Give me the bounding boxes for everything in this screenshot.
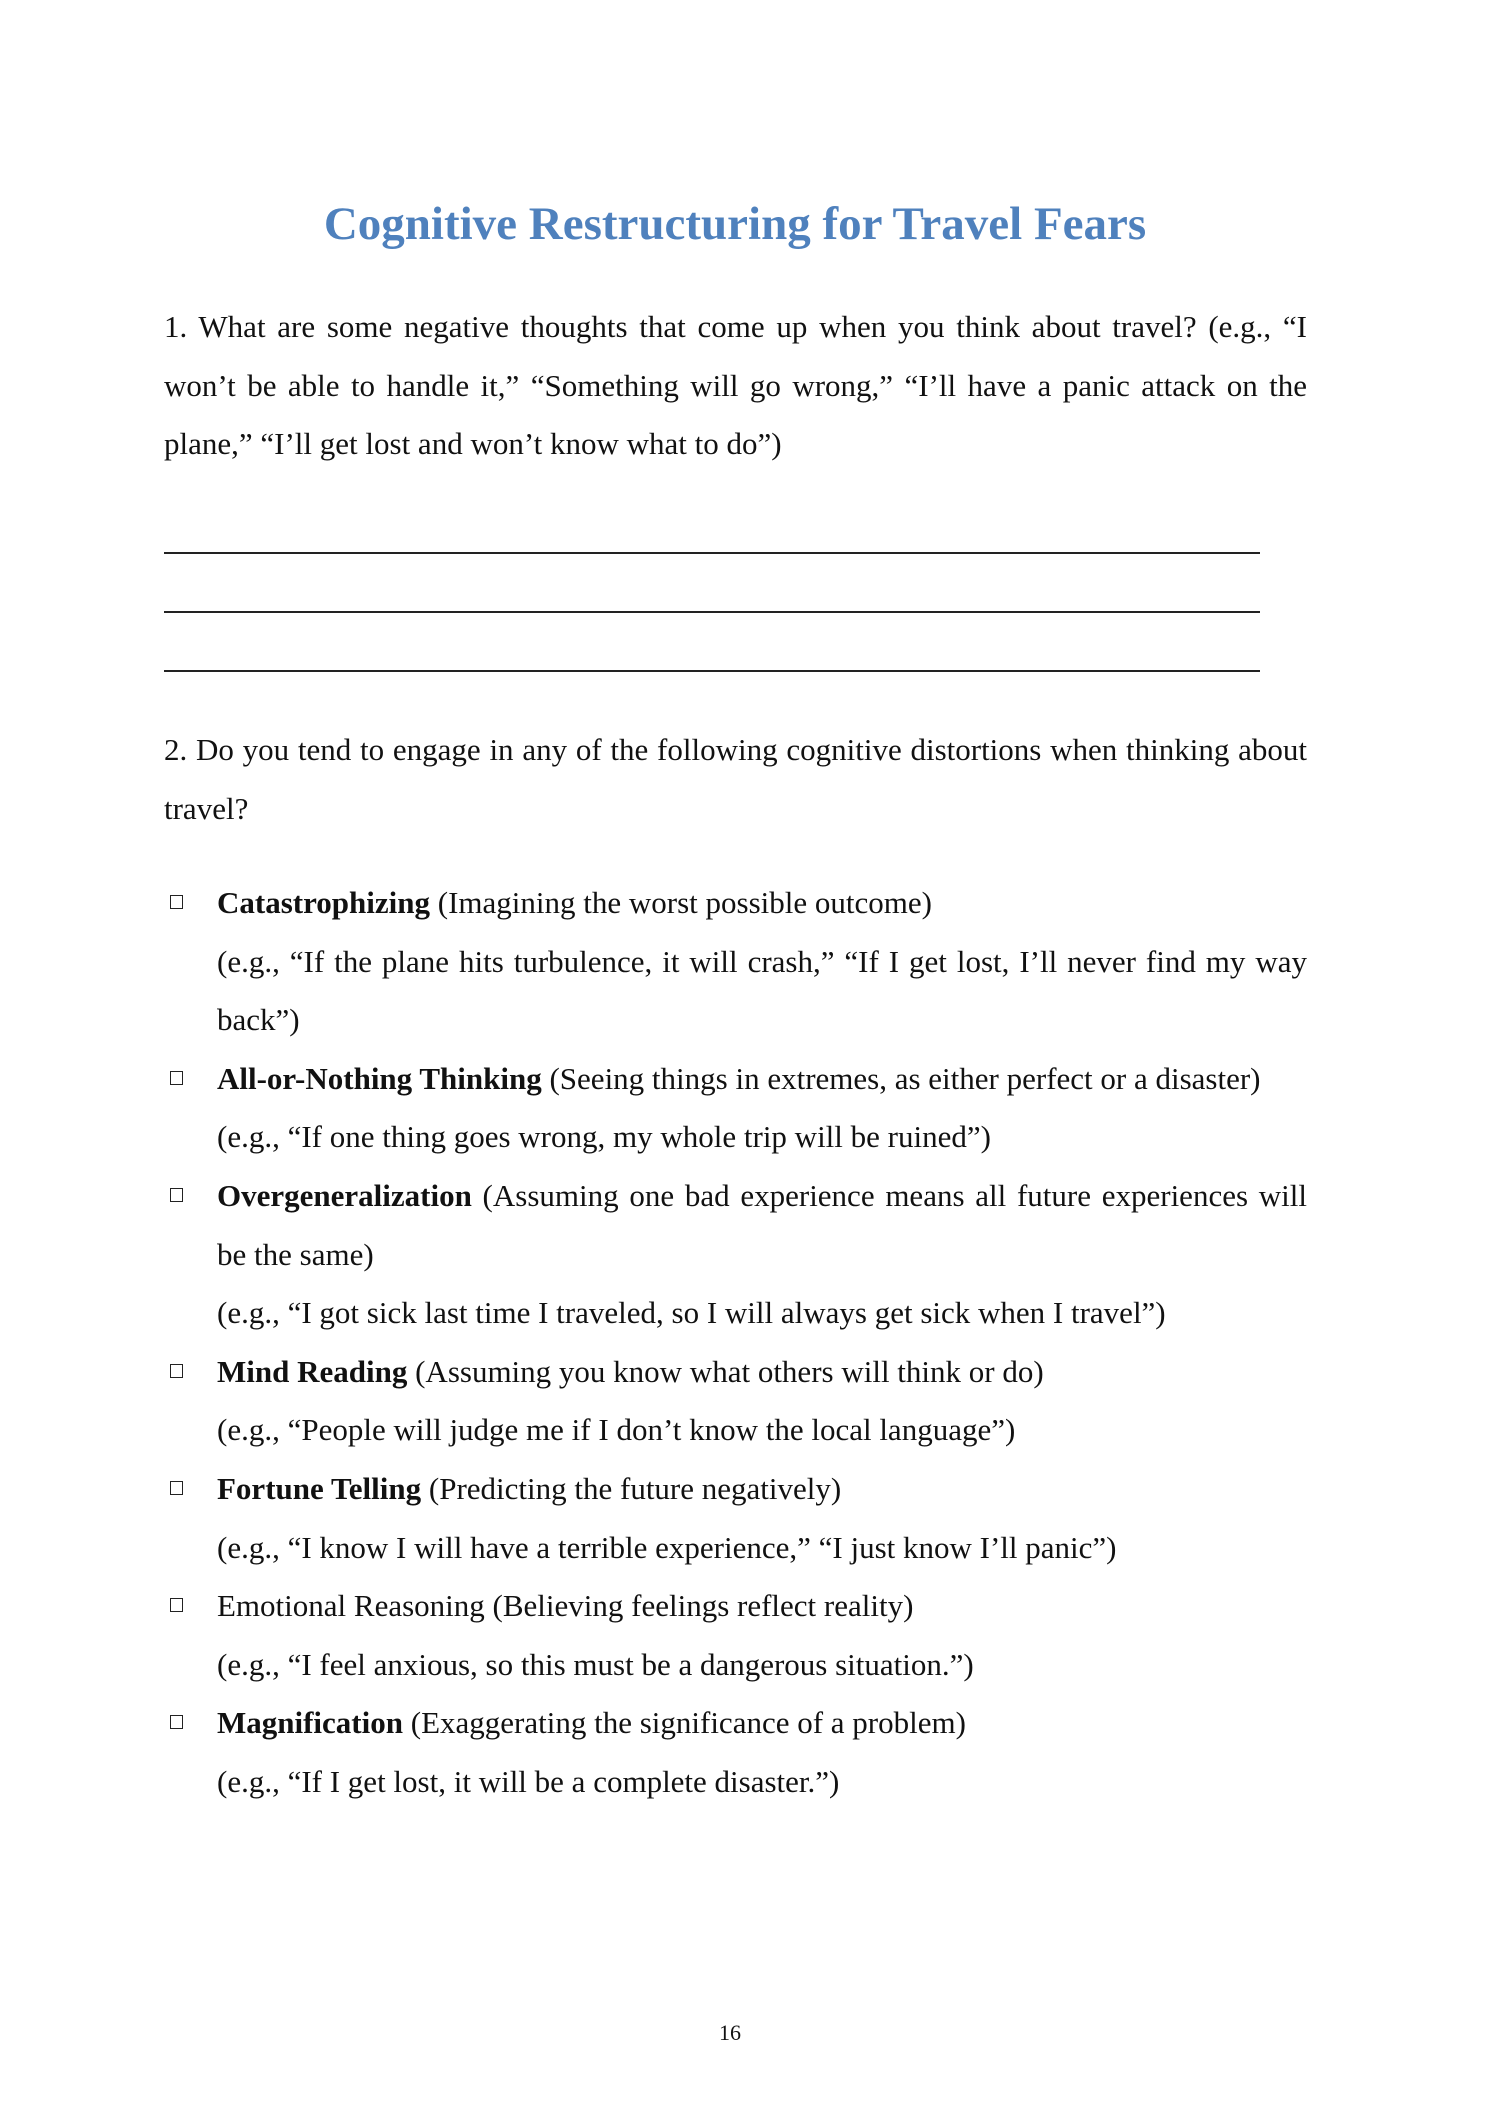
checkbox[interactable] <box>170 1481 183 1495</box>
checkbox[interactable] <box>170 1071 183 1085</box>
distortion-desc: (Seeing things in extremes, as either perfect or a disaster) <box>541 1060 1261 1096</box>
answer-line-3[interactable] <box>164 670 1260 672</box>
distortion-desc: (Predicting the future negatively) <box>421 1470 842 1506</box>
answer-line-2[interactable] <box>164 611 1260 613</box>
distortion-example: (e.g., “I know I will have a terrible experience,” “I just know I’ll panic”) <box>217 1529 1117 1565</box>
distortion-example: (e.g., “If I get lost, it will be a complete disaster.”) <box>217 1763 840 1799</box>
list-item <box>164 1167 1307 1343</box>
list-item <box>164 1050 1307 1167</box>
distortion-name: Mind Reading <box>217 1353 408 1389</box>
distortion-desc: (Imagining the worst possible outcome) <box>430 885 932 920</box>
list-item <box>164 1577 1307 1694</box>
list-item <box>164 1694 1307 1811</box>
distortion-name: Fortune Telling <box>217 1470 422 1506</box>
checkbox[interactable] <box>170 1188 183 1202</box>
checkbox[interactable] <box>170 1715 183 1729</box>
distortion-name: Catastrophizing <box>217 885 431 920</box>
distortion-name: All-or-Nothing Thinking <box>217 1060 542 1096</box>
distortion-example: (e.g., “If the plane hits turbulence, it will crash,” “If I get lost, I’ll never find my way back”) <box>217 943 1307 1038</box>
page-number: 16 <box>719 2020 741 2045</box>
checkbox[interactable] <box>170 1364 183 1378</box>
page-title: Cognitive Restructuring for Travel Fears <box>323 198 1147 250</box>
list-item <box>164 1460 1307 1577</box>
question-1: 1. What are some negative thoughts that come up when you think about travel? (e.g., “I won’t be able to handle it,” “Something will go wrong,” “I’ll have a panic attack on the plane,” “I’ll get lost and won’t know what to do”) <box>164 309 1307 462</box>
distortion-desc: Emotional Reasoning (Believing feelings reflect reality) <box>217 1588 914 1624</box>
distortion-desc: (Assuming one bad experience means all future experiences will be the same) <box>217 1177 1307 1272</box>
distortion-name: Magnification <box>217 1705 403 1741</box>
distortion-example: (e.g., “I feel anxious, so this must be a dangerous situation.”) <box>217 1646 974 1682</box>
distortion-example: (e.g., “If one thing goes wrong, my whole trip will be ruined”) <box>217 1119 991 1155</box>
distortion-desc: (Exaggerating the significance of a problem) <box>403 1705 966 1741</box>
list-item <box>164 1343 1307 1460</box>
answer-line-1[interactable] <box>164 552 1260 554</box>
checkbox[interactable] <box>170 895 183 909</box>
distortion-name: Overgeneralization <box>217 1177 472 1213</box>
distortion-example: (e.g., “I got sick last time I traveled, so I will always get sick when I travel”) <box>217 1295 1166 1331</box>
checkbox[interactable] <box>170 1598 183 1612</box>
question-2: 2. Do you tend to engage in any of the following cognitive distortions when thinking about travel? <box>164 732 1307 826</box>
distortion-example: (e.g., “People will judge me if I don’t know the local language”) <box>217 1412 1016 1448</box>
distortion-desc: (Assuming you know what others will think or do) <box>407 1353 1044 1389</box>
distortion-list <box>164 874 1307 1812</box>
list-item <box>164 874 1307 1050</box>
